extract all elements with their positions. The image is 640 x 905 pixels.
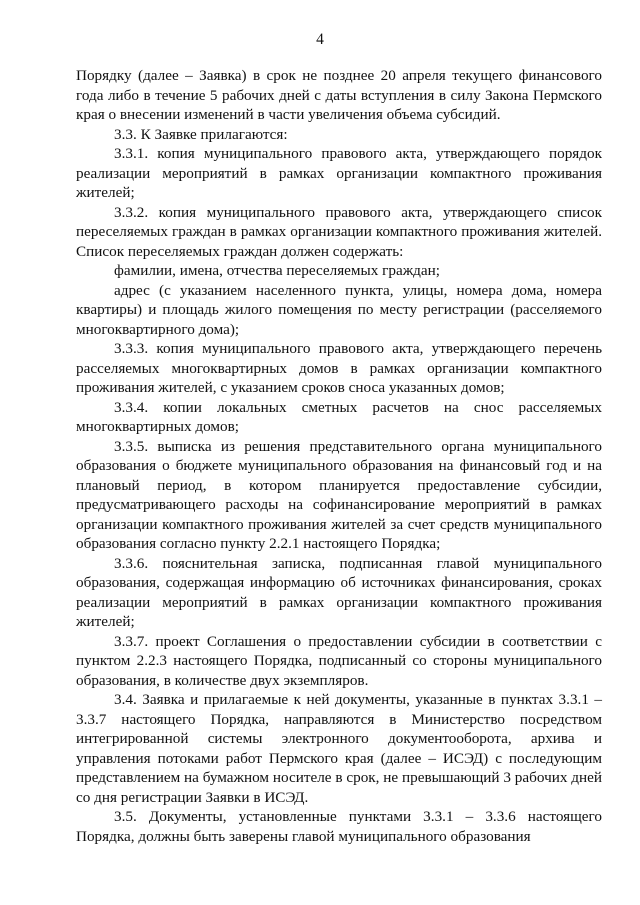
paragraph-3-5: 3.5. Документы, установленные пунктами 3.3.1 – 3.3.6 настоящего Порядка, должны быть заверены главой муниципального образования (76, 808, 602, 845)
paragraph-3-3-7: 3.3.7. проект Соглашения о предоставлении субсидии в соответствии с пунктом 2.2.3 настоящего Порядка, подписанный со стороны муниципального образования, в количестве двух экземпляров. (76, 632, 602, 689)
paragraph-3-3-2: 3.3.2. копия муниципального правового акта, утверждающего список переселяемых граждан в рамках организации компактного проживания жителей. Список переселяемых граждан должен содержать: (76, 203, 602, 260)
paragraph-continuation: Порядку (далее – Заявка) в срок не позднее 20 апреля текущего финансового года либо в течение 5 рабочих дней с даты вступления в силу Закона Пермского края о внесении изменений в части увеличения объема субсидий. (76, 67, 602, 123)
paragraph-3-3-6: 3.3.6. пояснительная записка, подписанная главой муниципального образования, содержащая информацию об источниках финансирования, сроках реализации мероприятий в рамках организации компактного проживания жителей; (76, 554, 602, 630)
paragraph-3-3: 3.3. К Заявке прилагаются: (114, 125, 288, 143)
paragraph-3-4: 3.4. Заявка и прилагаемые к ней документы, указанные в пунктах 3.3.1 – 3.3.7 настоящего Порядка, направляются в Министерство посредством интегрированной системы электронного документооборота, архива и управления потоками работ Пермского края (далее – ИСЭД) с последующим представлением на бумажном носителе в срок, не превышающий 3 рабочих дней со дня регистрации Заявки в ИСЭД. (76, 691, 602, 806)
paragraph-list-names: фамилии, имена, отчества переселяемых граждан; (114, 262, 440, 279)
paragraph-3-3-1: 3.3.1. копия муниципального правового акта, утверждающего порядок реализации мероприятий в рамках организации компактного проживания жителей; (76, 145, 602, 201)
paragraph-3-3-5: 3.3.5. выписка из решения представительного органа муниципального образования о бюджете муниципального образования на финансовый год и на плановый период, в котором планируется предоставление субсидии, предусматривающего расходы на софинансирование мероприятий в рамках организации компактного проживания жителей за счет средств муниципального образования согласно пункту 2.2.1 настоящего Порядка; (76, 437, 602, 552)
paragraph-3-3-3: 3.3.3. копия муниципального правового акта, утверждающего перечень расселяемых многоквартирных домов в рамках организации компактного проживания жителей, с указанием сроков сноса указанных домов; (76, 340, 602, 396)
document-body (76, 66, 602, 846)
page-number: 4 (316, 31, 324, 48)
paragraph-list-address: адрес (с указанием населенного пункта, улицы, номера дома, номера квартиры) и площадь жилого помещения по месту регистрации (расселяемого многоквартирного дома); (76, 281, 602, 338)
paragraph-3-3-4: 3.3.4. копии локальных сметных расчетов на снос расселяемых многоквартирных домов; (76, 398, 602, 435)
